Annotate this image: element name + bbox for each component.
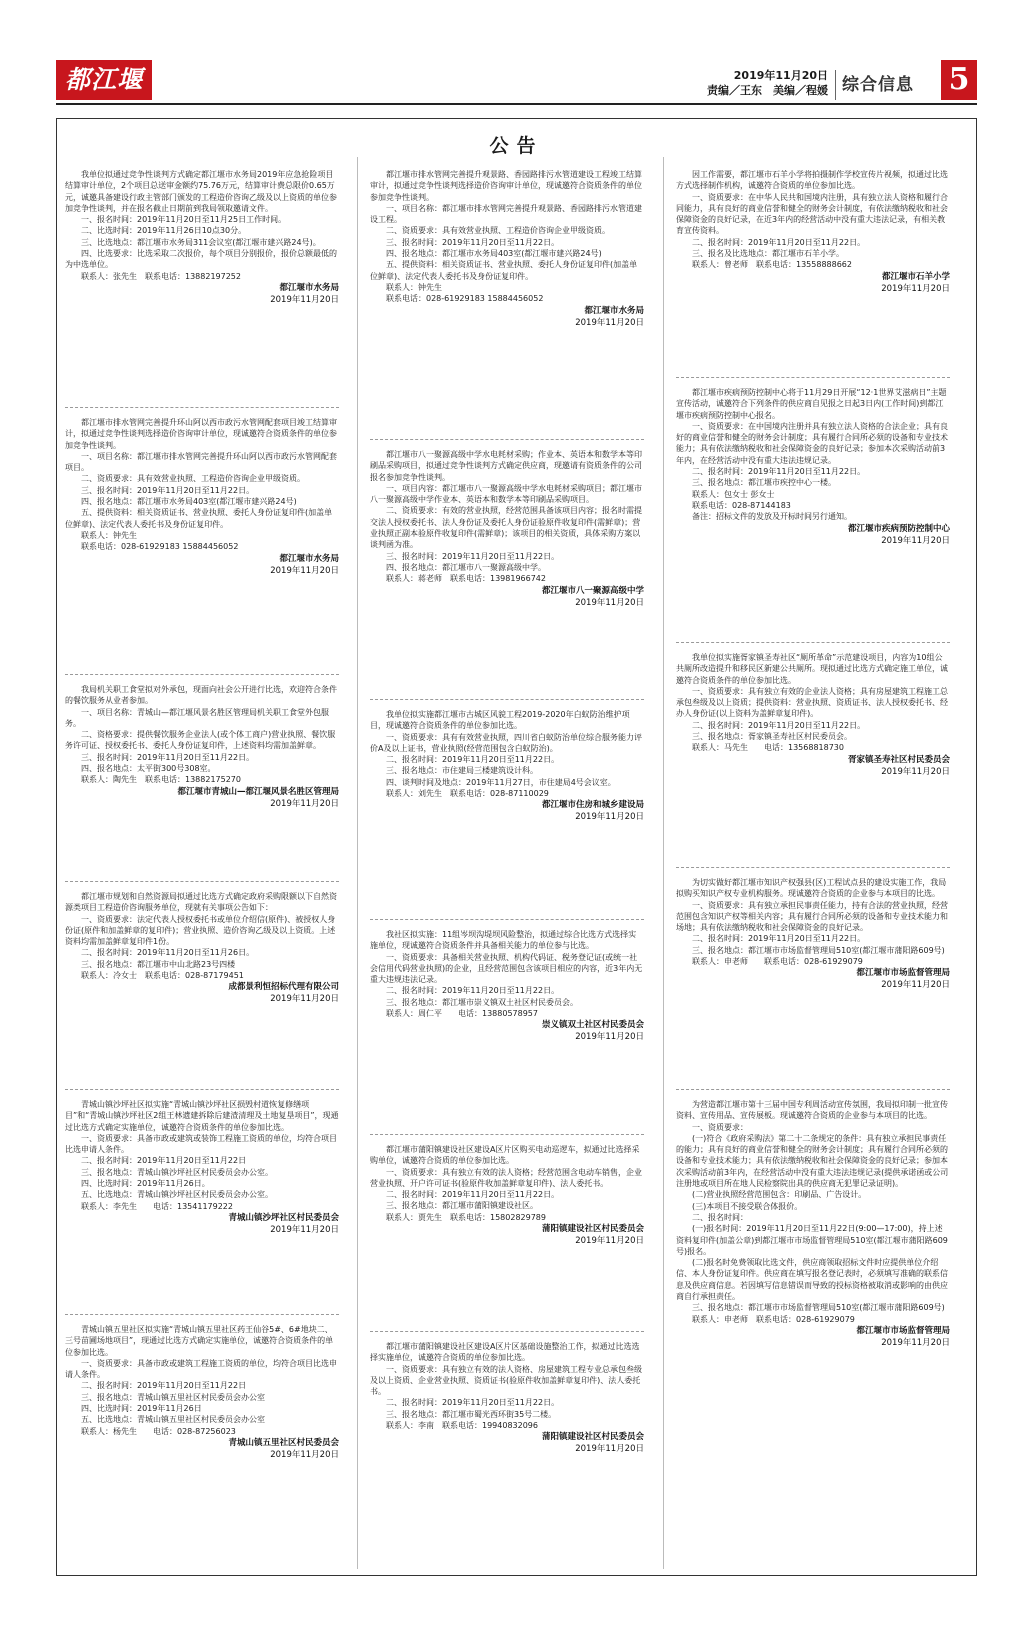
notice-paragraph: 都江堰市排水管网完善提升环山阿以西市政污水管网配套项目竣工结算审计，拟通过竞争性谈判选择造价咨询审计单位，现诚邀符合资质条件的单位参加竞争性谈判。 [65,418,337,450]
notice-paragraph: 二、报名时间：2019年11月20日至11月22日。 [386,755,560,765]
notice-paragraph: 二、报名时间：2019年11月20日至11月22日。 [692,467,866,477]
notice-paragraph: 二、报名时间：2019年11月20日至11月22日。 [692,720,866,730]
issue-info [700,68,828,98]
notice-organization: 青城山镇沙坪社区村民委员会 [228,1212,339,1223]
notice-organization: 成都景利恒招标代理有限公司 [228,982,339,993]
notice-date: 2019年11月20日 [575,1444,644,1455]
notice-organization: 都江堰市市场监督管理局 [856,1325,950,1336]
notice-paragraph: 一、资质要求：在中国境内注册并具有独立法人资格的合法企业；具有良好的商业信誉和健全的财务会计制度；具有履行合同所必须的设备和专业技术能力；具有依法缴纳税收和社会保障资金的良好记录；参加本次采购活动前3年内，在经营活动中没有重大违法违规记录。 [676,421,948,465]
notice-paragraph: 二、报名时间：2019年11月20日至11月22日。 [386,1398,560,1408]
notice-date: 2019年11月20日 [881,283,950,294]
notice-paragraph: 三、报名时间：2019年11月20日至11月22日。 [81,485,255,495]
notice-paragraph: 联系人：曾老师 联系电话：13558888662 [692,260,852,270]
page-number-badge: 5 [941,60,977,100]
notice-paragraph: 二、报名时间：2019年11月20日至11月22日。 [692,934,866,944]
notice-block [370,169,644,329]
notice-paragraph: 联系人：申老师 联系电话：028-61929079 [692,1314,855,1324]
notice-paragraph: 一、资质要求：具有独立有效的企业法人资格；具有房屋建筑工程施工总承包叁级及以上资质；提供资料：营业执照、资质证书、法人授权委托书、经办人身份证(以上资料为盖鲜章复印件)。 [676,686,948,719]
editors-line: 责编／王东 美编／程媛 [707,84,828,97]
notice-paragraph: 二、报名时间：2019年11月20日至11月22日。 [692,237,866,247]
notice-paragraph: 我社区拟实施：11组岑坝沟堤坝风险整治，拟通过综合比选方式选择实施单位，现诚邀符合资质条件并具备相关能力的单位参与比选。 [370,930,637,951]
notice-block [370,1144,644,1247]
notice-paragraph: 为营造都江堰市第十三届中国专利周活动宣传氛围，我局拟印制一批宣传资料、宣传用品、宣传展板。现诚邀符合资质的企业参与本项目的比选。 [676,1100,948,1121]
notice-paragraph: 一、资质要求：法定代表人授权委托书或单位介绍信(原件)、被授权人身份证(原件和加盖鲜章的复印件)；营业执照、造价咨询乙级及以上资质。上述资料均需加盖鲜章复印件1份。 [65,914,336,947]
notice-paragraph: 五、提供资料：相关资质证书、营业执照、委托人身份证复印件(加盖单位鲜章)、法定代表人委托书及身份证复印件。 [370,260,638,281]
notice-paragraph: 五、提供资料：相关资质证书、营业执照、委托人身份证复印件(加盖单位鲜章)、法定代表人委托书及身份证复印件。 [65,508,333,529]
notice-paragraph: (三)本项目不接受联合体报价。 [692,1201,803,1211]
notice-date: 2019年11月20日 [881,980,950,991]
notice-paragraph: 四、谈判时间及地点：2019年11月27日，市住建局4号会议室。 [386,777,616,787]
notice-separator [676,642,950,643]
notice-paragraph: 四、报名地点：都江堰市水务局403室(都江堰市建兴路24号) [386,249,602,259]
notice-organization: 青城山镇五里社区村民委员会 [228,1437,339,1448]
notice-paragraph: 一、报名时间：2019年11月20日至11月25日工作时间。 [81,215,287,225]
notice-paragraph: 五、比选地点：青城山镇沙坪社区村民委员会办公室。 [81,1190,273,1200]
notice-paragraph: 五、比选地点：青城山镇五里社区村民委员会办公室 [81,1415,265,1425]
notice-date: 2019年11月20日 [270,994,339,1005]
notice-organization: 都江堰市水务局 [279,553,339,564]
notice-paragraph: 联系人：杨先生 电话：028-87256023 [81,1426,236,1436]
notice-paragraph: 联系人：马先生 电话：13568818730 [692,743,844,753]
notice-paragraph: 一、项目名称：都江堰市排水管网完善提升环山阿以西市政污水管网配套项目。 [65,451,337,473]
notice-block [676,169,950,295]
notice-paragraph: 四、报名地点：太平街300号308室。 [81,764,216,774]
notice-paragraph: 联系人：陶先生 联系电话：13882175270 [81,775,241,785]
section-title: 综合信息 [842,75,914,95]
notice-paragraph: 三、报名地点：都江堰市蒲阳镇建设社区。 [386,1201,538,1211]
notice-paragraph: 联系电话：028-87144183 [692,500,791,510]
notice-paragraph: 联系人：李南 联系电话：19940832096 [386,1421,538,1431]
notice-organization: 都江堰市市场监督管理局 [856,968,950,979]
notice-separator [676,867,950,868]
notice-organization: 崇义镇双土社区村民委员会 [541,1020,644,1031]
notice-paragraph: 四、报名地点：都江堰市八一聚源高级中学。 [386,562,546,572]
notice-date: 2019年11月20日 [575,1032,644,1043]
notice-paragraph: 三、比选地点：都江堰市水务局311会议室(都江堰市建兴路24号)。 [81,237,321,247]
notice-date: 2019年11月20日 [270,1449,339,1460]
notice-paragraph: 联系人：周仁平 电话：13880578957 [386,1009,538,1019]
notice-organization: 都江堰市疾病预防控制中心 [847,523,950,534]
notice-paragraph: 三、报名地点：都江堰市疾控中心一楼。 [692,478,836,488]
notice-paragraph: 三、报名地点：都江堰市中山北路23号四楼 [81,959,236,969]
notice-date: 2019年11月20日 [575,597,644,608]
notice-paragraph: 青城山镇五里社区拟实施“青城山镇五里社区药王仙谷5#、6#地块二、三号苗圃场地项目”，现通过比选方式确定实施单位，诚邀符合资质条件的单位参加比选。 [65,1325,334,1357]
notice-paragraph: 一、资质要求：具有有效营业执照，四川省白蚁防治单位综合服务能力评价A及以上证书，营业执照(经营范围包含白蚁防治)。 [370,732,642,753]
notice-block [65,684,339,810]
notice-paragraph: 一、资质要求：具有独立有效的法人资格；经营范围含电动车销售，企业营业执照、开户许可证书(验原件收加盖鲜章复印件)、法人委托书。 [370,1167,642,1188]
notice-paragraph: 二、报名时间：2019年11月20日至11月22日 [81,1156,247,1166]
notice-paragraph: 三、报名地点：胥家镇圣寿社区村民委员会。 [692,732,852,742]
notice-date: 2019年11月20日 [270,798,339,809]
notice-paragraph: 联系电话：028-61929183 15884456052 [386,294,544,304]
notice-paragraph: (二)报名时免费领取比选文件，供应商领取招标文件时应提供单位介绍信、本人身份证复印件。供应商在填写报名登记表时，必须填写准确的联系信息及供应商信息。若因填写信息错误而导致的投标资格被取消或影响的由供应商自行承担责任。 [676,1258,948,1302]
notice-paragraph: 一、项目名称：青城山—都江堰风景名胜区管理局机关职工食堂外包服务。 [65,707,329,728]
notice-block [676,652,950,778]
notice-block [676,877,950,991]
notice-paragraph: 一、项目内容：都江堰市八一聚源高级中学水电耗材采购项目；都江堰市八一聚源高级中学作业本、英语本和数学本等印刷品采购项目。 [370,483,642,505]
notice-paragraph: 一、资质要求：具备相关营业执照、机构代码证、税务登记证(或统一社会信用代码营业执照)的企业，且经营范围包含该项目相应的内容，近3年内无重大违规违法记录。 [370,952,643,985]
notice-paragraph: 一、资质要求：具备市政或建筑或装饰工程施工资质的单位，均符合项目比选申请人条件。 [65,1133,337,1155]
notice-organization: 都江堰市住房和城乡建设局 [541,800,644,811]
column-divider [357,157,358,1569]
notice-paragraph: 四、报名地点：都江堰市水务局403室(都江堰市建兴路24号) [81,497,297,507]
notice-paragraph: 四、比选要求：比选采取二次报价，每个项目分别报价，报价总额最低的为中选单位。 [65,249,337,270]
notice-separator [676,377,950,378]
notice-separator [370,699,644,700]
notice-separator [65,1314,339,1315]
notice-date: 2019年11月20日 [270,294,339,305]
notice-block [65,417,339,577]
header-divider [835,70,836,100]
notice-paragraph: 都江堰市排水管网完善提升观景路、香园路排污水管道建设工程竣工结算审计，拟通过竞争性谈判选择造价咨询审计单位，现诚邀符合资质条件的单位参加竞争性谈判。 [370,170,642,202]
notice-date: 2019年11月20日 [270,1224,339,1235]
notice-separator [65,407,339,408]
notice-paragraph: 三、报名地点：都江堰市崇义镇双土社区村民委员会。 [386,997,578,1007]
notice-date: 2019年11月20日 [575,317,644,328]
notice-paragraph: 联系人：包女士 彭女士 [692,489,775,499]
notice-organization: 都江堰市水务局 [584,305,644,316]
notice-paragraph: 一、项目名称：都江堰市排水管网完善提升观景路、香园路排污水管道建设工程。 [370,203,642,225]
notice-paragraph: 为切实做好都江堰市知识产权强县(区)工程试点县的建设实施工作，我局拟购买知识产权专业机构服务。现诚邀符合资质的企业参与本项目的比选。 [676,878,947,899]
notice-block [370,1341,644,1455]
notice-separator [370,439,644,440]
notice-organization: 蒲阳镇建设社区村民委员会 [541,1224,644,1235]
column-divider [663,157,664,1569]
notice-paragraph: (一)符合《政府采购法》第二十二条规定的条件：具有独立承担民事责任的能力；具有良好的商业信誉和健全的财务会计制度；具有履行合同所必须的设备和专业技术能力；具有依法缴纳税收和社会保障资金的良好记录；参加本次采购活动前3年内，在经营活动中没有重大违法违规记录(提供承诺函或公司注册地或项目所在地人民检察院出具的供应商无犯罪记录证明)。 [676,1133,949,1189]
notice-paragraph: 三、报名地点：都江堰市蜀光西环街35号二楼。 [386,1409,557,1419]
notice-paragraph: 联系人：贾先生 联系电话：15802829789 [386,1212,546,1222]
notice-paragraph: 二、报名时间：2019年11月20日至11月22日。 [386,1190,560,1200]
notice-block [676,1099,950,1349]
notice-paragraph: 联系电话：028-61929183 15884456052 [81,542,239,552]
notice-paragraph: 三、报名地点：青城山镇五里社区村民委员会办公室 [81,1392,265,1402]
notice-paragraph: 一、资质要求：在中华人民共和国境内注册，具有独立法人资格和履行合同能力，具有良好的商业信誉和健全的财务会计制度，有依法缴纳税收和社会保障资金的良好记录，在近3年内的经营活动中没有重大违法记录，有相关教育宣传资料。 [676,192,948,236]
issue-date: 2019年11月20日 [733,69,828,82]
notice-paragraph: 三、报名地点：都江堰市市场监督管理局510室(都江堰市蒲阳路609号) [692,945,945,955]
notice-paragraph: 二、资质要求：具有效营业执照、工程造价咨询企业甲级资质。 [81,474,305,484]
notice-date: 2019年11月20日 [881,766,950,777]
notice-paragraph: 都江堰市规划和自然资源局拟通过比选方式确定政府采购限额以下自然资源类项目工程造价咨询服务单位，现就有关事项公告如下： [65,892,337,913]
notice-paragraph: 联系人：刘先生 联系电话：028-87110029 [386,789,549,799]
notice-paragraph: (一)报名时间：2019年11月20日至11月22日(9:00—17:00)，持上述资料复印件(加盖公章)到都江堰市市场监督管理局510室(都江堰市蒲阳路609号)报名。 [676,1224,948,1256]
notice-block [65,891,339,1005]
notice-paragraph: 二、资质要求：具有效营业执照、工程造价咨询企业甲级资质。 [386,226,610,236]
notice-organization: 都江堰市八一聚源高级中学 [541,585,644,596]
notice-paragraph: 二、报名时间： [692,1212,748,1222]
notice-date: 2019年11月20日 [270,565,339,576]
notice-paragraph: 三、报名时间：2019年11月20日至11月22日。 [386,551,560,561]
notice-block [370,709,644,823]
notice-paragraph: 联系人：李先生 电话：13541179222 [81,1201,233,1211]
notice-board [56,118,977,1576]
notice-paragraph: 都江堰市蒲阳镇建设社区建设A区片区基础设施整治工作，拟通过比选选择实施单位，诚邀符合资质的单位参加比选。 [370,1342,640,1363]
notice-block [65,1099,339,1236]
notice-paragraph: 二、资质要求：有效的营业执照，经营范围具备该项目内容；报名时需提交法人授权委托书、法人身份证及委托人身份证验原件收复印件(需鲜章)；营业执照正副本验原件收复印件(需鲜章)；该项目的相关资质，具体采购方案以谈判函为准。 [370,506,642,550]
newspaper-masthead: 都江堰报 [56,60,152,100]
notice-paragraph: 联系人：申老师 联系电话：028-61929079 [692,957,863,967]
notice-separator [370,919,644,920]
notice-paragraph: 都江堰市八一聚源高级中学水电耗材采购；作业本、英语本和数学本等印刷品采购项目，拟通过竞争性谈判方式确定供应商，现邀请有资质条件的公司报名参加竞争性谈判。 [370,450,642,482]
notice-block [65,169,339,306]
header-rule [56,103,977,105]
notice-organization: 胥家镇圣寿社区村民委员会 [847,754,950,765]
notice-date: 2019年11月20日 [575,812,644,823]
notice-paragraph: 三、报名及比选地点：都江堰市石羊小学。 [692,249,844,259]
notice-paragraph: 联系人：钟先生 [81,530,137,540]
notice-paragraph: 二、比选时间：2019年11月26日10点30分。 [81,226,247,236]
notice-paragraph: 因工作需要，都江堰市石羊小学将拍摄制作学校宣传片视频，拟通过比选方式选择制作机构，诚邀符合资质的单位参加比选。 [676,170,948,191]
notice-paragraph: 联系人：蒋老师 联系电话：13981966742 [386,574,546,584]
notice-paragraph: 一、资质要求：具有独立承担民事责任能力，持有合法的营业执照，经营范围包含知识产权等相关内容；具有履行合同所必须的设备和专业技术能力和场地；具有依法缴纳税收和社会保障资金的良好记录。 [676,900,948,933]
notice-organization: 都江堰市青城山—都江堰风景名胜区管理局 [177,786,339,797]
notice-paragraph: 我单位拟实施胥家镇圣寿社区“厕所革命”示范建设项目，内容为10组公共厕所改造提升和移民区新建公共厕所。现拟通过比选方式确定施工单位，诚邀符合资质条件的单位参加比选。 [676,653,948,685]
notice-paragraph: 四、比选时间：2019年11月26日 [81,1404,202,1414]
notice-separator [65,674,339,675]
notice-paragraph: 三、报名地点：市住建局三楼建筑设计科。 [386,766,538,776]
notice-separator [370,1134,644,1135]
notice-paragraph: 三、报名时间：2019年11月20日至11月22日。 [81,752,255,762]
notice-organization: 蒲阳镇建设社区村民委员会 [541,1432,644,1443]
notice-paragraph: 一、资质要求：具备市政或建筑工程施工资质的单位，均符合项目比选申请人条件。 [65,1358,337,1380]
notice-organization: 都江堰市石羊小学 [881,271,950,282]
notice-block [676,387,950,547]
notice-paragraph: 都江堰市疾病预防控制中心将于11月29日开展“12·1世界艾滋病日”主题宣传活动，诚邀符合下列条件的供应商自见报之日起3日内(工作时间)到都江堰市疾病预防控制中心报名。 [676,388,947,420]
notice-paragraph: 备注：招标文件的发放及开标时间另行通知。 [692,512,852,522]
notice-paragraph: 我单位拟通过竞争性谈判方式确定都江堰市水务局2019年应急抢险项目结算审计单位，2个项目总送审金额约75.76万元，结算审计费总限价0.65万元，诚邀具备建设行政主管部门颁发的工程造价咨询乙级及以上资质的单位参加竞争性谈判，并在报名截止日期前到我局领取邀请文件。 [65,170,337,213]
notice-paragraph: 二、资格要求：提供餐饮服务企业法人(或个体工商户)营业执照、餐饮服务许可证、授权委托书、委托人身份证复印件，上述资料均需加盖鲜章。 [65,730,336,751]
notice-paragraph: 都江堰市蒲阳镇建设社区建设A区片区购买电动巡逻车，拟通过比选择采购单位，诚邀符合资质的单位参加比选。 [370,1145,640,1166]
notice-date: 2019年11月20日 [881,1337,950,1348]
notice-heading: 公告 [489,135,544,157]
notice-paragraph: 联系人：张先生 联系电话：13882197252 [81,271,241,281]
notice-block [370,449,644,609]
notice-separator [370,1331,644,1332]
notice-paragraph: 三、报名时间：2019年11月20日至11月22日。 [386,237,560,247]
notice-separator [65,881,339,882]
notice-paragraph: 我单位拟实施都江堰市古城区风貌工程2019-2020年白蚁防治维护项目，现诚邀符合资质条件的单位参加比选。 [370,710,630,731]
notice-date: 2019年11月20日 [881,535,950,546]
notice-paragraph: 二、报名时间：2019年11月20日至11月22日 [81,1381,247,1391]
notice-paragraph: 一、资质要求： [692,1122,748,1132]
notice-paragraph: 二、报名时间：2019年11月20日至11月22日。 [386,986,560,996]
notice-date: 2019年11月20日 [575,1236,644,1247]
notice-separator [65,1089,339,1090]
notice-paragraph: 一、资质要求：具有独立有效的法人资格、房屋建筑工程专业总承包叁级及以上资质、企业营业执照、资质证书(验原件收加盖鲜章复印件)、法人委托书。 [370,1364,642,1397]
notice-paragraph: 三、报名地点：都江堰市市场监督管理局510室(都江堰市蒲阳路609号) [692,1303,945,1313]
notice-block [370,929,644,1043]
notice-paragraph: (二)营业执照经营范围包含：印刷品、广告设计。 [692,1190,867,1200]
notice-organization: 都江堰市水务局 [279,282,339,293]
notice-paragraph: 联系人：钟先生 [386,282,442,292]
notice-paragraph: 青城山镇沙坪社区拟实施“青城山镇沙坪社区损毁村道恢复修缮项目”和“青城山镇沙坪社区2组王林遗建拆除后建渣清理及土地复垦项目”，现通过比选方式确定实施单位，诚邀符合资质条件的单位参加比选。 [65,1100,339,1132]
notice-paragraph: 四、比选时间：2019年11月26日。 [81,1179,210,1189]
notice-paragraph: 二、报名时间：2019年11月20日至11月26日。 [81,948,255,958]
notice-separator [676,1089,950,1090]
notice-paragraph: 联系人：冷女士 联系电话：028-87179451 [81,971,244,981]
notice-block [65,1324,339,1461]
notice-paragraph: 三、报名地点：青城山镇沙坪社区村民委员会办公室。 [81,1167,273,1177]
notice-paragraph: 我局机关职工食堂拟对外承包，现面向社会公开进行比选，欢迎符合条件的餐饮服务从业者参加。 [65,685,337,706]
